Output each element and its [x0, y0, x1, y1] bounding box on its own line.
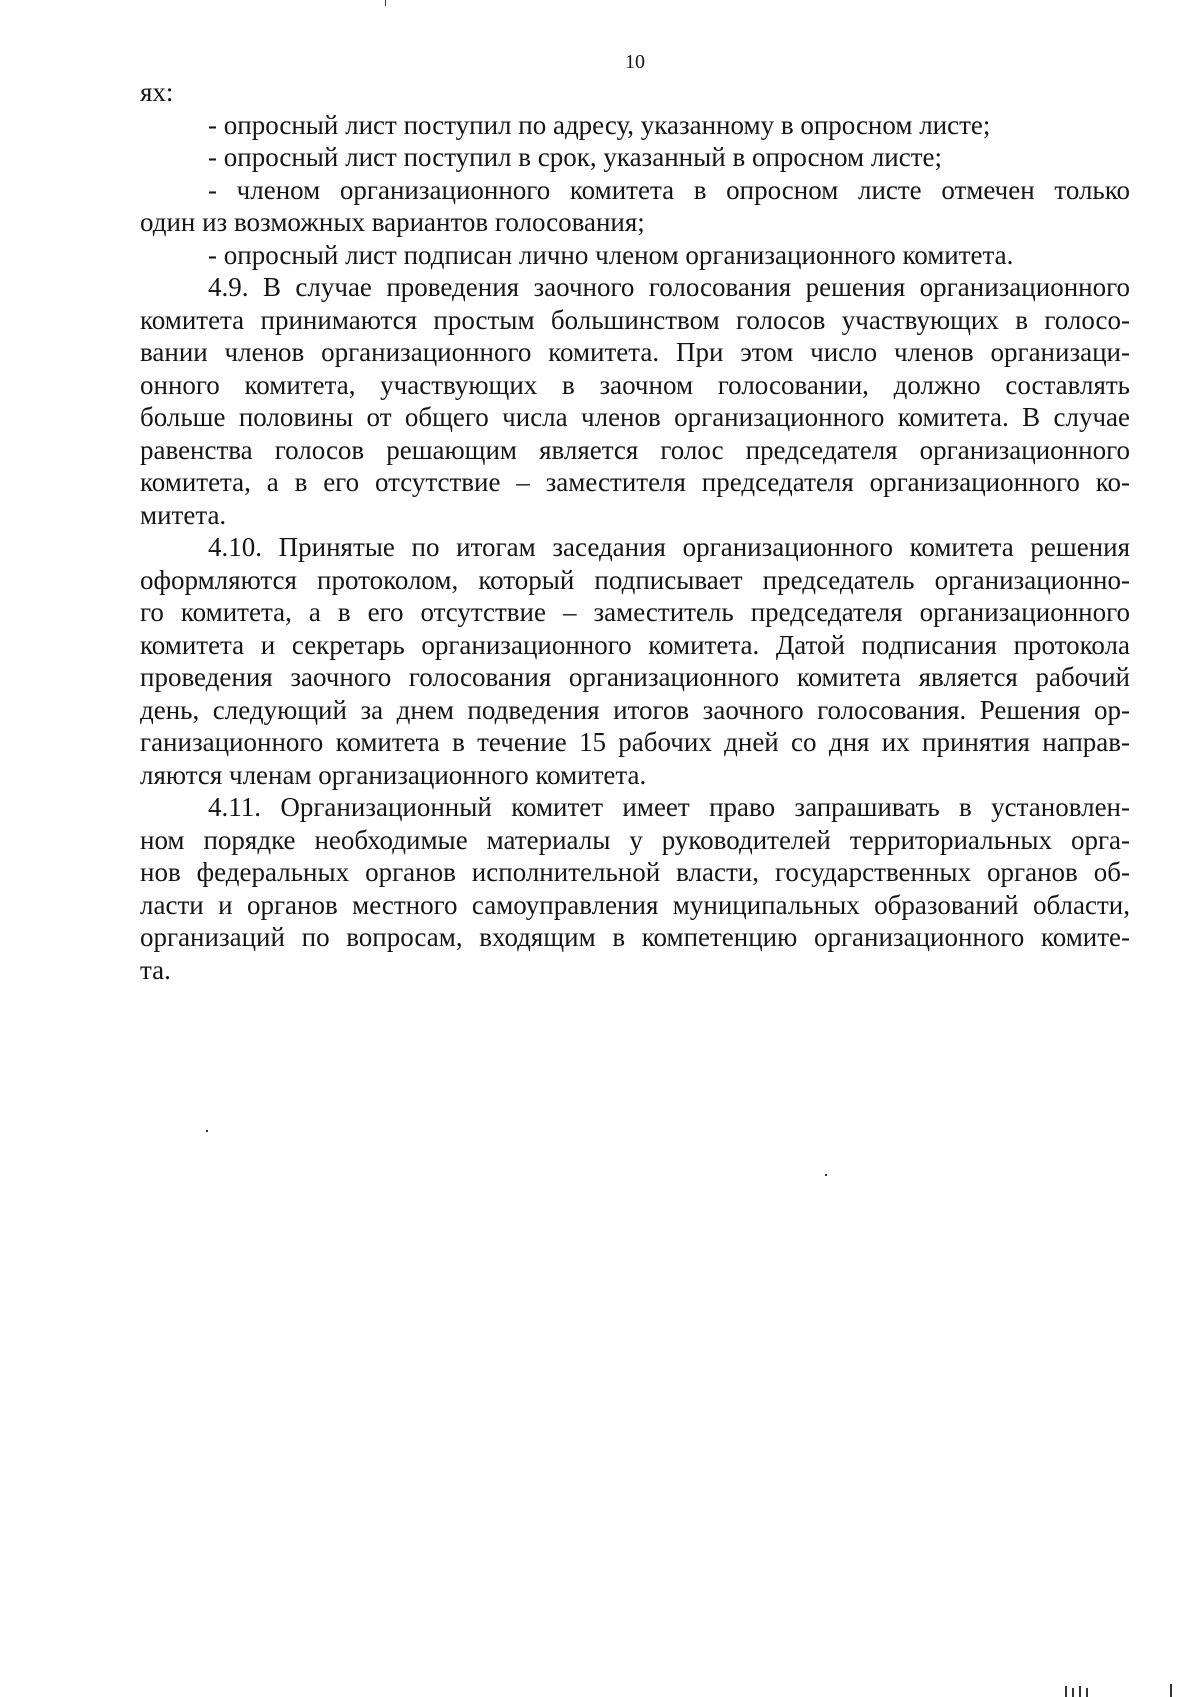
- scan-edge-mark: [1065, 1686, 1067, 1697]
- text-line: ляются членам организационного комитета.: [140, 759, 647, 790]
- text-line: вании членов организационного комитета. При этом число членов организаци-: [140, 337, 1130, 367]
- text-line: митета.: [140, 499, 227, 530]
- scan-edge-mark: [1170, 1684, 1172, 1697]
- text-line: равенства голосов решающим является голос председателя организационного: [140, 434, 1130, 465]
- text-line: комитета и секретарь организационного комитета. Датой подписания протокола: [140, 629, 1130, 660]
- paragraph-4-11-start: 4.11. Организационный комитет имеет право запрашивать в установлен-: [208, 792, 1130, 822]
- list-item-address: - опросный лист поступил по адресу, указанному в опросном листе;: [208, 109, 991, 140]
- text-line: та.: [140, 954, 171, 985]
- text-line: один из возможных вариантов голосования;: [140, 207, 645, 237]
- text-line: нов федеральных органов исполнительной власти, государственных органов об-: [140, 857, 1130, 887]
- text-line: ном порядке необходимые материалы у руководителей территориальных орга-: [140, 824, 1130, 855]
- paragraph-4-9-start: 4.9. В случае проведения заочного голосования решения организационного: [208, 272, 1130, 302]
- text-line: комитета принимаются простым большинством голосов участвующих в голосо-: [140, 304, 1130, 335]
- text-line: организаций по вопросам, входящим в компетенцию организационного комите-: [140, 922, 1130, 952]
- scan-speck: [385, 0, 386, 6]
- scan-speck: [206, 1130, 208, 1132]
- text-line: ласти и органов местного самоуправления муниципальных образований области,: [140, 889, 1130, 920]
- text-line: го комитета, а в его отсутствие – заместитель председателя организационного: [140, 597, 1130, 627]
- text-line: больше половины от общего числа членов организационного комитета. В случае: [140, 402, 1130, 432]
- text-line: онного комитета, участвующих в заочном голосовании, должно составлять: [140, 369, 1130, 400]
- scan-speck: [825, 1174, 827, 1176]
- document-body: [140, 76, 1130, 986]
- text-line: день, следующий за днем подведения итогов заочного голосования. Решения ор-: [140, 694, 1130, 725]
- text-line: оформляются протоколом, который подписывает председатель организационно-: [140, 564, 1130, 595]
- text-line: ганизационного комитета в течение 15 рабочих дней со дня их принятия направ-: [140, 727, 1130, 757]
- list-item-deadline: - опросный лист поступил в срок, указанный в опросном листе;: [208, 142, 943, 172]
- list-item-single-option: - членом организационного комитета в опросном листе отмечен только: [208, 174, 1130, 205]
- text-line: комитета, а в его отсутствие – заместителя председателя организационного ко-: [140, 467, 1130, 497]
- paragraph-4-10-start: 4.10. Принятые по итогам заседания организационного комитета решения: [208, 532, 1130, 562]
- scan-edge-mark: [1072, 1688, 1074, 1697]
- text-line: ях:: [140, 77, 174, 107]
- text-line: проведения заочного голосования организационного комитета является рабочий: [140, 662, 1130, 692]
- list-item-signed: - опросный лист подписан лично членом организационного комитета.: [208, 239, 1014, 270]
- page-number: 10: [625, 51, 645, 73]
- scan-edge-mark: [1086, 1688, 1088, 1697]
- scan-edge-mark: [1079, 1686, 1081, 1697]
